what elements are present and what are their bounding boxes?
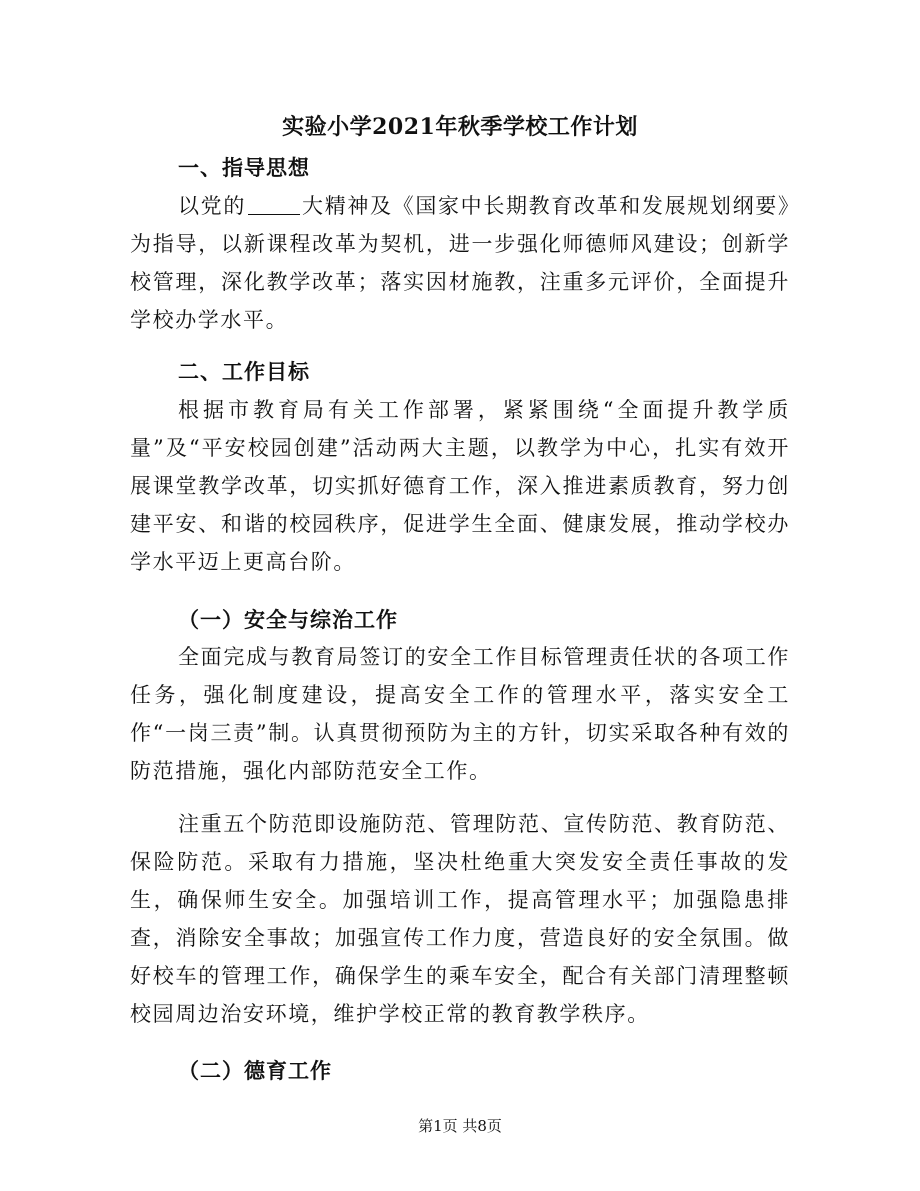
section-heading-safety: （一）安全与综治工作 bbox=[178, 607, 398, 632]
section-heading-moral-education: （二）德育工作 bbox=[178, 1058, 332, 1083]
paragraph-safety-1: 全面完成与教育局签订的安全工作目标管理责任状的各项工作任务，强化制度建设，提高安全工作的管理水平，落实安全工作“一岗三责”制。认真贯彻预防为主的方针，切实采取各种有效的防范措施，强化内部防范安全工作。 bbox=[130, 645, 790, 783]
paragraph-prefix: 以党的 bbox=[178, 194, 246, 218]
section-heading-guiding-ideology: 一、指导思想 bbox=[178, 155, 310, 180]
paragraph-guiding-ideology bbox=[130, 187, 790, 339]
document-title: 实验小学2021年秋季学校工作计划 bbox=[282, 114, 638, 140]
section-heading-work-goals: 二、工作目标 bbox=[178, 359, 310, 384]
blank-underline bbox=[248, 194, 300, 215]
paragraph-work-goals: 根据市教育局有关工作部署，紧紧围绕“全面提升教学质量”及“平安校园创建”活动两大主题，以教学为中心，扎实有效开展课堂教学改革，切实抓好德育工作，深入推进素质教育，努力创建平安、和谐的校园秩序，促进学生全面、健康发展，推动学校办学水平迈上更高台阶。 bbox=[130, 398, 790, 574]
paragraph-safety-2: 注重五个防范即设施防范、管理防范、宣传防范、教育防范、保险防范。采取有力措施，坚决杜绝重大突发安全责任事故的发生，确保师生安全。加强培训工作，提高管理水平；加强隐患排查，消除安全事故；加强宣传工作力度，营造良好的安全氛围。做好校车的管理工作，确保学生的乘车安全，配合有关部门清理整顿校园周边治安环境，维护学校正常的教育教学秩序。 bbox=[130, 812, 790, 1026]
paragraph-suffix: 大精神及《国家中长期教育改革和发展规划纲要》为指导，以新课程改革为契机，进一步强化师德师风建设；创新学校管理，深化教学改革；落实因材施教，注重多元评价，全面提升学校办学水平。 bbox=[130, 194, 790, 332]
page-footer: 第1页 共8页 bbox=[418, 1117, 502, 1135]
